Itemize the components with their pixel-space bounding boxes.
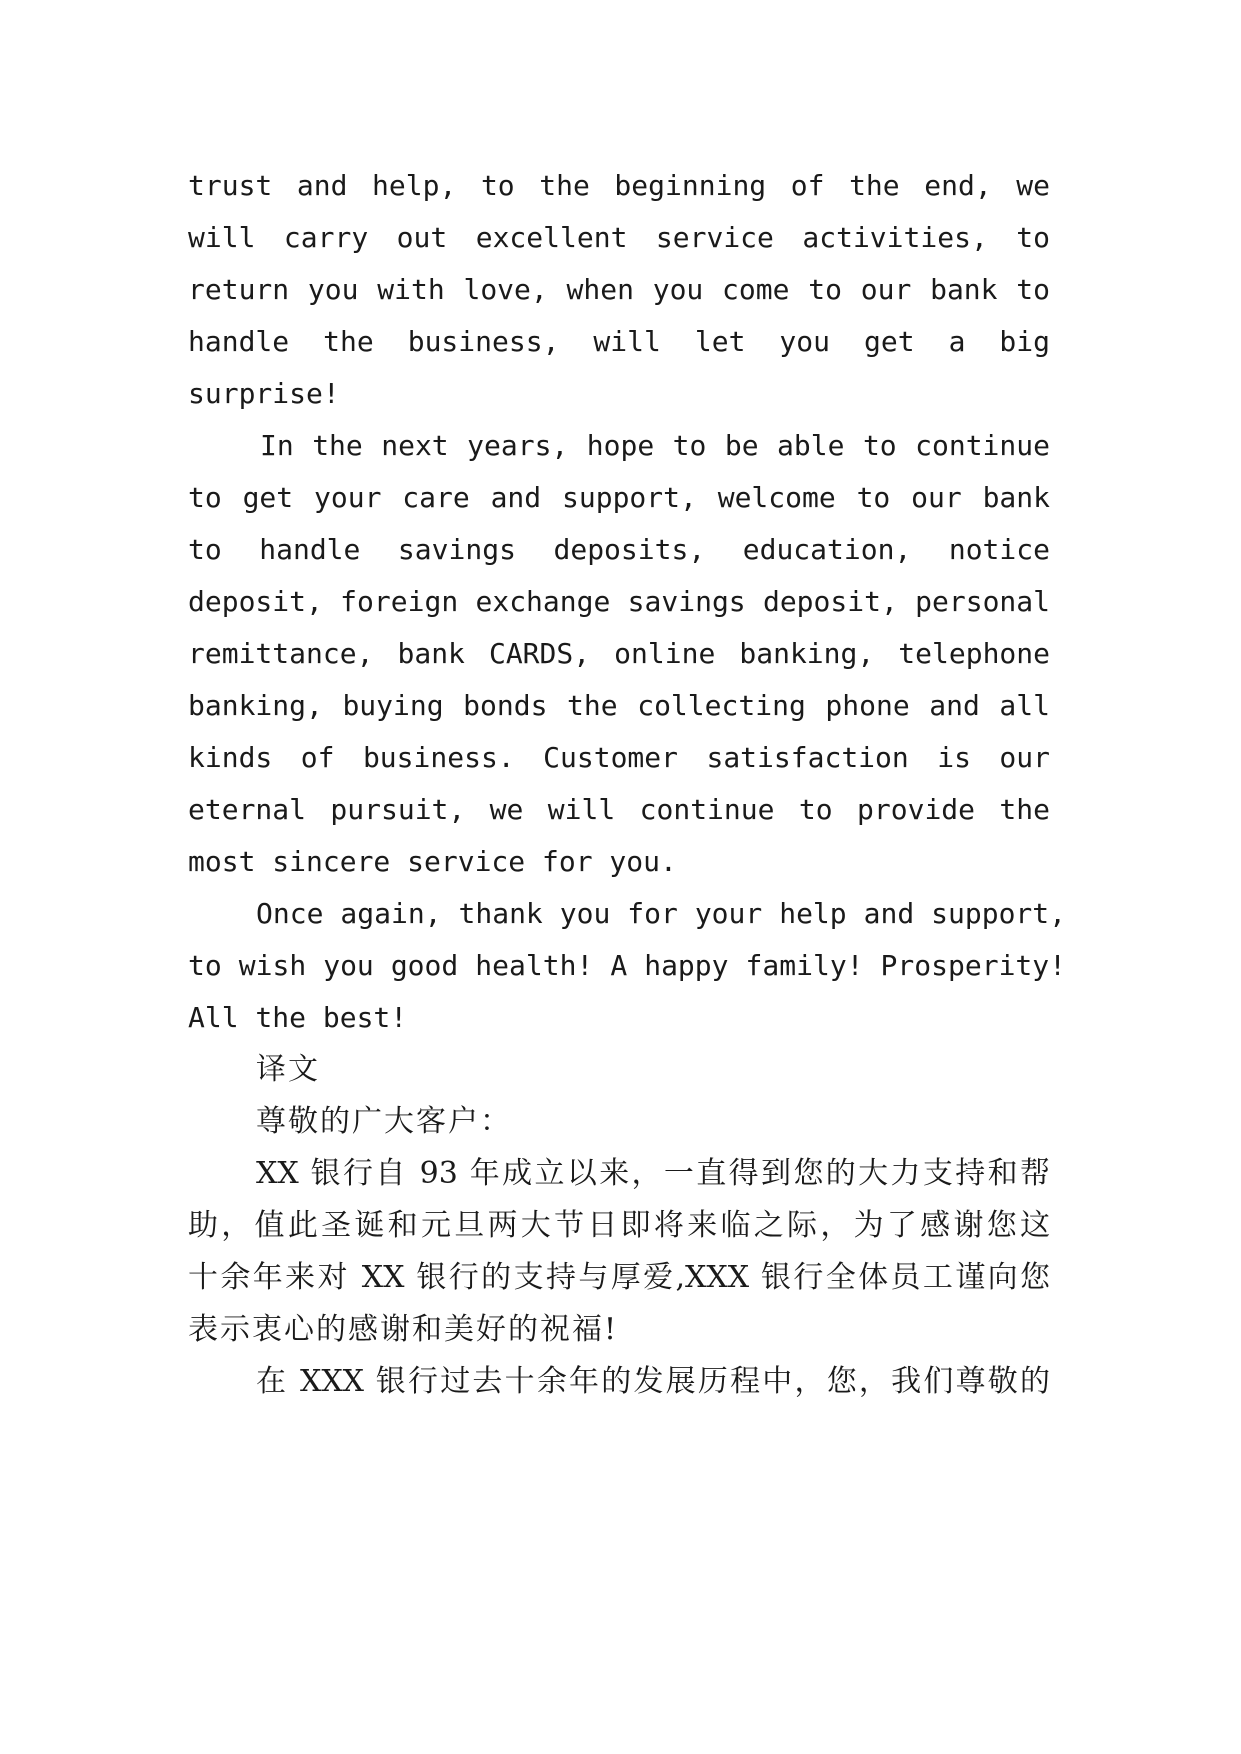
text-line: surprise!	[188, 377, 340, 410]
text-line: trust and help, to the beginning of the end, we	[188, 169, 1050, 202]
paragraph-first-line: In the next years, hope to be able to continue	[260, 429, 1050, 462]
text-line: deposit, foreign exchange savings deposit, personal	[188, 585, 1050, 618]
text-line: kinds of business. Customer satisfaction is our	[188, 741, 1050, 774]
text-line: to get your care and support, welcome to our bank	[188, 481, 1050, 514]
salutation: 尊敬的广大客户：	[256, 1104, 512, 1139]
text-line: All the best!	[188, 1001, 408, 1034]
text-line: handle the business, will let you get a big	[188, 325, 1050, 358]
paragraph-first-line: Once again, thank you for your help and support,	[256, 897, 1066, 930]
text-line: banking, buying bonds the collecting phone and all	[188, 689, 1050, 722]
text-line: 表示衷心的感谢和美好的祝福!	[188, 1312, 619, 1347]
text-line: remittance, bank CARDS, online banking, telephone	[188, 637, 1050, 670]
text-line: to handle savings deposits, education, notice	[188, 533, 1050, 566]
text-line: return you with love, when you come to our bank to	[188, 273, 1050, 306]
text-line: to wish you good health! A happy family! Prosperity!	[188, 949, 1066, 982]
text-line: 十余年来对 XX 银行的支持与厚爱,XXX 银行全体员工谨向您	[188, 1260, 1050, 1295]
paragraph-first-line: 在 XXX 银行过去十余年的发展历程中，您，我们尊敬的	[256, 1364, 1050, 1399]
translation-heading: 译文	[256, 1052, 320, 1087]
paragraph-first-line: XX 银行自 93 年成立以来，一直得到您的大力支持和帮	[256, 1156, 1050, 1191]
text-line: 助，值此圣诞和元旦两大节日即将来临之际，为了感谢您这	[188, 1208, 1050, 1243]
text-line: most sincere service for you.	[188, 845, 677, 878]
text-line: eternal pursuit, we will continue to provide the	[188, 793, 1050, 826]
text-line: will carry out excellent service activities, to	[188, 221, 1050, 254]
